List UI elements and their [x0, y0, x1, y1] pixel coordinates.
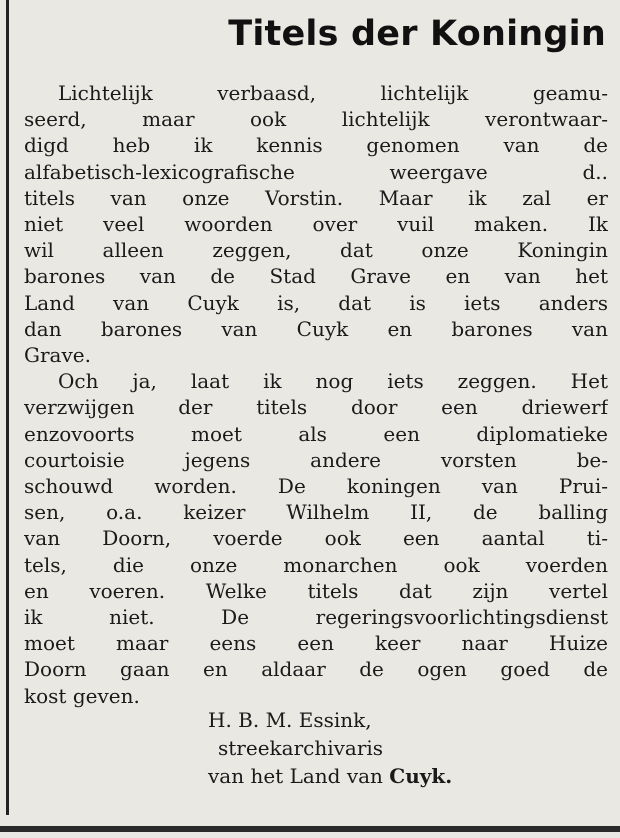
- text-line: titels van onze Vorstin. Maar ik zal er: [24, 185, 608, 210]
- author-place-prefix: van het Land van: [208, 764, 390, 788]
- text-line: en voeren. Welke titels dat zijn vertel: [24, 578, 608, 603]
- text-line: Land van Cuyk is, dat is iets anders: [24, 290, 608, 315]
- text-line: van Doorn, voerde ook een aantal ti-: [24, 526, 608, 551]
- author-name: H. B. M. Essink,: [208, 708, 372, 732]
- text-line: verzwijgen der titels door een driewerf: [24, 395, 608, 420]
- paragraph-1: [24, 80, 608, 368]
- text-line: alfabetisch-lexicografische weergave d..: [24, 159, 608, 184]
- text-line: schouwd worden. De koningen van Prui-: [24, 474, 608, 499]
- text-line: kost geven.: [24, 683, 140, 708]
- text-line: digd heb ik kennis genomen van de: [24, 133, 608, 158]
- text-line: dan barones van Cuyk en barones van: [24, 316, 608, 341]
- text-line: Grave.: [24, 343, 91, 368]
- text-line: niet veel woorden over vuil maken. Ik: [24, 212, 608, 237]
- text-line: enzovoorts moet als een diplomatieke: [24, 421, 608, 446]
- text-line: barones van de Stad Grave en van het: [24, 264, 608, 289]
- text-line: Doorn gaan en aldaar de ogen goed de: [24, 657, 608, 682]
- author-place: [208, 762, 452, 790]
- article-body: [24, 80, 608, 709]
- author-place-bold: Cuyk.: [389, 764, 453, 788]
- text-line: seerd, maar ook lichtelijk verontwaar-: [24, 107, 608, 132]
- article-headline: Titels der Koningin: [228, 14, 606, 54]
- text-line: courtoisie jegens andere vorsten be-: [24, 447, 608, 472]
- author-role: streekarchivaris: [218, 736, 384, 760]
- text-line: sen, o.a. keizer Wilhelm II, de balling: [24, 500, 608, 525]
- paragraph-2: [24, 368, 608, 709]
- bottom-rule: [0, 826, 620, 832]
- text-line: moet maar eens een keer naar Huize: [24, 631, 608, 656]
- text-line: Och ja, laat ik nog iets zeggen. Het: [58, 369, 608, 394]
- column-rule-left: [6, 0, 9, 815]
- text-line: wil alleen zeggen, dat onze Koningin: [24, 238, 608, 263]
- text-line: Lichtelijk verbaasd, lichtelijk geamu-: [58, 81, 608, 105]
- signature-block: [208, 706, 452, 790]
- text-line: ik niet. De regeringsvoorlichtingsdienst: [24, 605, 608, 630]
- text-line: tels, die onze monarchen ook voerden: [24, 552, 608, 577]
